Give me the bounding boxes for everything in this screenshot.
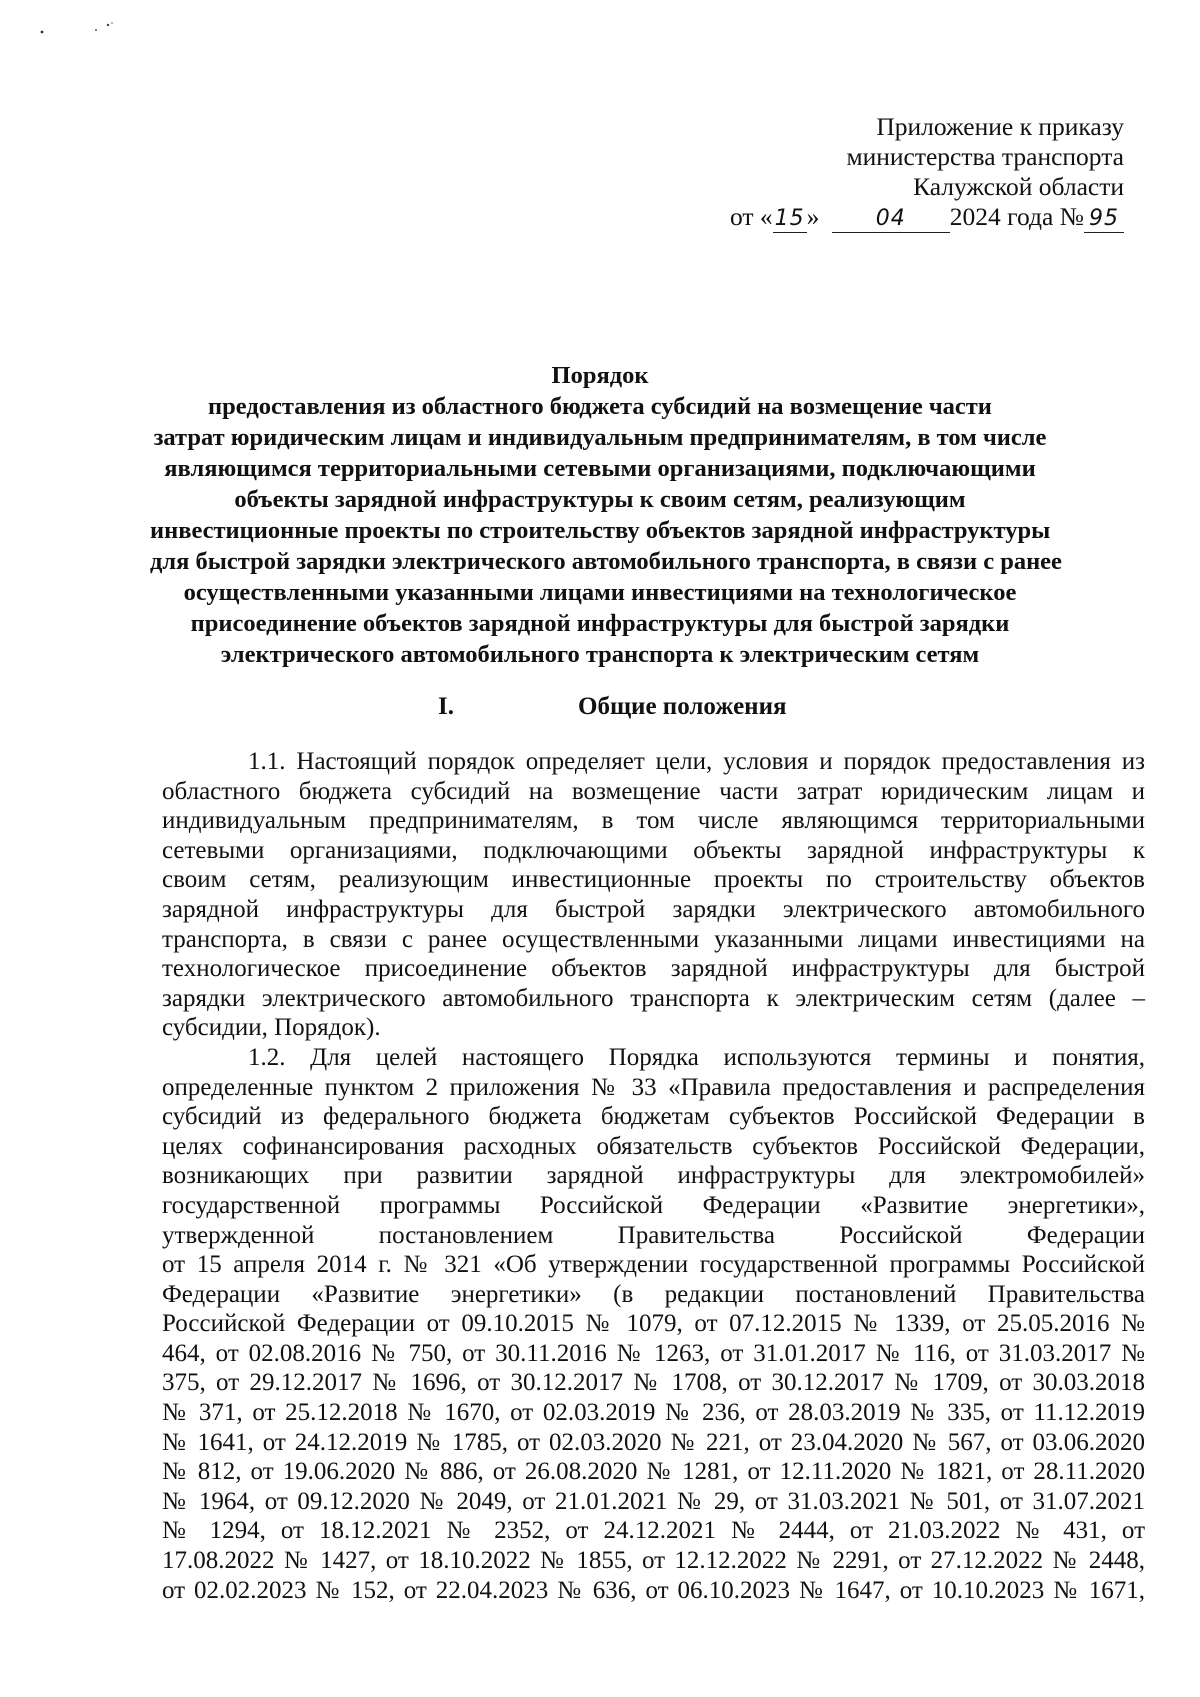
text-line: № 1964, от 09.12.2020 № 2049, от 21.01.2021 № 29, от 31.03.2021 № 501, от 31.07.2021: [162, 1487, 1145, 1515]
title-word: Порядок: [551, 362, 649, 389]
text-line: технологическое присоединение объектов зарядной инфраструктуры для быстрой: [162, 955, 1145, 983]
text-line: областного бюджета субсидий на возмещение части затрат юридическим лицам и: [162, 777, 1145, 805]
document-title: [150, 360, 1062, 670]
text-line: транспорта, в связи с ранее осуществленными указанными лицами инвестициями на: [162, 925, 1145, 953]
date-year-text: 2024 года №: [949, 202, 1084, 231]
text-line: субсидии, Порядок).: [162, 1014, 381, 1042]
text-line: № 1641, от 24.12.2019 № 1785, от 02.03.2020 № 221, от 23.04.2020 № 567, от 03.06.2020: [162, 1428, 1145, 1456]
text-line: субсидий из федерального бюджета бюджетам субъектов Российской Федерации в: [162, 1103, 1145, 1131]
title-line: инвестиционные проекты по строительству объектов зарядной инфраструктуры: [150, 517, 1051, 544]
text-line: 464, от 02.08.2016 № 750, от 30.11.2016 № 1263, от 31.01.2017 № 116, от 31.03.2017 №: [162, 1339, 1145, 1367]
text-line: своим сетям, реализующим инвестиционные проекты по строительству объектов: [162, 866, 1145, 894]
section-title: Общие положения: [578, 693, 787, 720]
text-line: индивидуальным предпринимателям, в том числе являющимся территориальными: [162, 807, 1145, 835]
date-day-handwritten: 15: [774, 206, 805, 231]
text-line: 375, от 29.12.2017 № 1696, от 30.12.2017 № 1708, от 30.12.2017 № 1709, от 30.03.2018: [162, 1369, 1145, 1397]
paragraph-1-2: [162, 1043, 1145, 1605]
date-prefix: от «: [729, 202, 773, 231]
text-line: от 15 апреля 2014 г. № 321 «Об утверждении государственной программы Российской: [162, 1251, 1145, 1279]
text-line: 1.2. Для целей настоящего Порядка используются термины и понятия,: [248, 1043, 1145, 1071]
doc-number-handwritten: 95: [1084, 206, 1124, 233]
text-line: зарядной инфраструктуры для быстрой зарядки электрического автомобильного: [162, 895, 1145, 923]
text-line: Федерации «Развитие энергетики» (в редакции постановлений Правительства: [162, 1280, 1145, 1308]
body-text: [162, 747, 1145, 1605]
header-line-1: Приложение к приказу: [876, 112, 1124, 141]
text-line: 17.08.2022 № 1427, от 18.10.2022 № 1855, от 12.12.2022 № 2291, от 27.12.2022 № 2448,: [162, 1547, 1145, 1575]
text-line: 1.1. Настоящий порядок определяет цели, условия и порядок предоставления из: [248, 748, 1145, 775]
title-line: предоставления из областного бюджета субсидий на возмещение части: [208, 393, 992, 420]
title-line: объекты зарядной инфраструктуры к своим сетям, реализующим: [234, 486, 966, 513]
title-line: для быстрой зарядки электрического автомобильного транспорта, в связи с ранее: [150, 548, 1062, 575]
text-line: зарядки электрического автомобильного транспорта к электрическим сетям (далее –: [162, 984, 1145, 1012]
header-date-line: [684, 202, 1124, 233]
section-heading: [438, 692, 787, 722]
scan-specks: [36, 20, 116, 40]
title-line: являющимся территориальными сетевыми организациями, подключающими: [164, 455, 1036, 482]
text-line: определенные пунктом 2 приложения № 33 «Правила предоставления и распределения: [162, 1073, 1145, 1101]
text-line: от 02.02.2023 № 152, от 22.04.2023 № 636, от 06.10.2023 № 1647, от 10.10.2023 № 1671,: [162, 1576, 1145, 1604]
text-line: Российской Федерации от 09.10.2015 № 1079, от 07.12.2015 № 1339, от 25.05.2016 №: [162, 1310, 1145, 1338]
text-line: № 812, от 19.06.2020 № 886, от 26.08.2020 № 1281, от 12.11.2020 № 1821, от 28.11.2020: [162, 1458, 1145, 1486]
paragraph-1-1: [162, 747, 1145, 1043]
title-line: присоединение объектов зарядной инфраструктуры для быстрой зарядки: [190, 610, 1010, 637]
header-line-2: министерства транспорта: [846, 142, 1124, 171]
section-number: I.: [438, 693, 454, 720]
date-month-handwritten: 04: [832, 206, 950, 233]
header-line-3: Калужской области: [913, 172, 1124, 201]
text-line: государственной программы Российской Федерации «Развитие энергетики»,: [162, 1191, 1145, 1219]
text-line: № 1294, от 18.12.2021 № 2352, от 24.12.2021 № 2444, от 21.03.2022 № 431, от: [162, 1517, 1145, 1545]
text-line: целях софинансирования расходных обязательств субъектов Российской Федерации,: [162, 1132, 1145, 1160]
text-line: возникающих при развитии зарядной инфраструктуры для электромобилей»: [162, 1162, 1145, 1190]
approval-header: [684, 112, 1124, 233]
title-line: затрат юридическим лицам и индивидуальным предпринимателям, в том числе: [153, 424, 1047, 451]
title-line: электрического автомобильного транспорта к электрическим сетям: [220, 641, 980, 668]
text-line: утвержденной постановлением Правительства Российской Федерации: [162, 1221, 1145, 1249]
text-line: сетевыми организациями, подключающими объекты зарядной инфраструктуры к: [162, 836, 1145, 864]
title-line: осуществленными указанными лицами инвестициями на технологическое: [183, 579, 1017, 606]
text-line: № 371, от 25.12.2018 № 1670, от 02.03.2019 № 236, от 28.03.2019 № 335, от 11.12.2019: [162, 1399, 1145, 1427]
date-quote-close: »: [806, 202, 820, 231]
